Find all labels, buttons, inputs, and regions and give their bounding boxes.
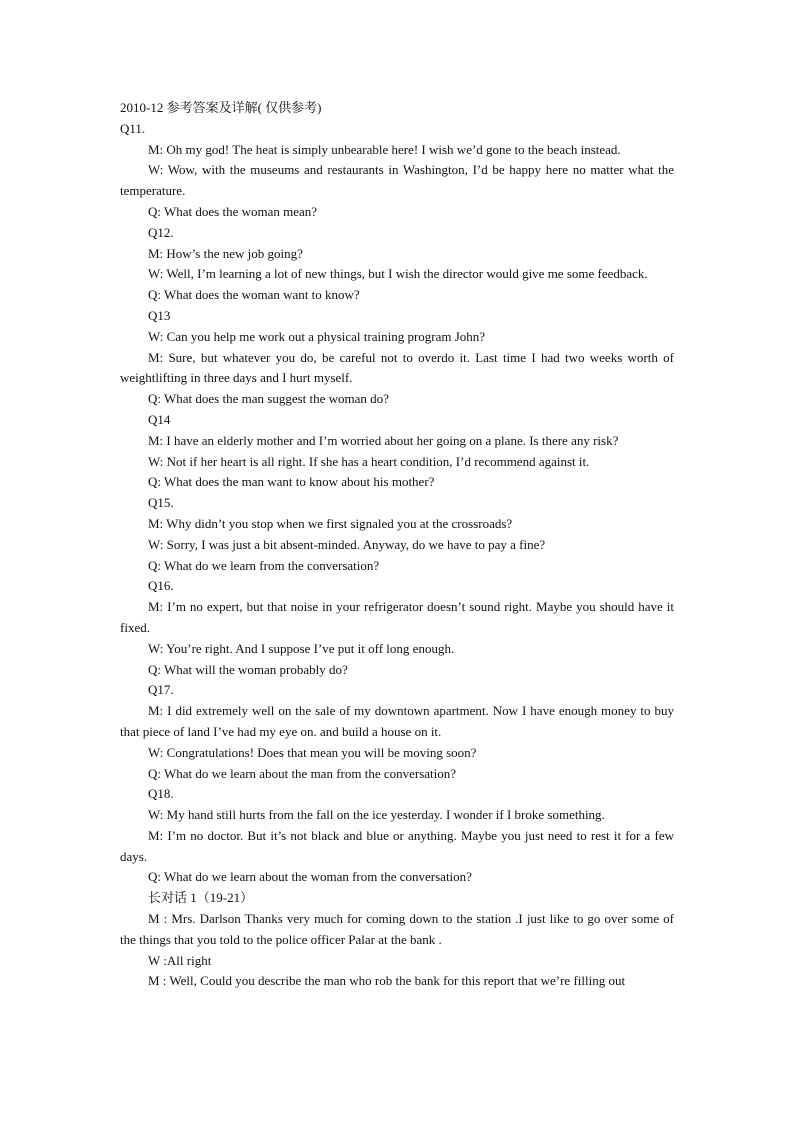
dialogue-line: Q: What does the woman mean?: [148, 203, 318, 219]
question-label: Q16.: [148, 578, 174, 594]
dialogue-line: M: I’m no expert, but that noise in your refrigerator doesn’t sound right. Maybe you should have it fixed.: [120, 599, 674, 635]
dialogue-line: M: Why didn’t you stop when we first signaled you at the crossroads?: [148, 515, 513, 531]
dialogue-line: Q: What does the man want to know about his mother?: [148, 474, 435, 490]
question-label: 长对话 1（19-21）: [148, 890, 254, 906]
dialogue-line: W: Not if her heart is all right. If she has a heart condition, I’d recommend against it.: [148, 453, 590, 469]
dialogue-line: M : Well, Could you describe the man who rob the bank for this report that we’re filling out: [148, 973, 626, 989]
dialogue-line: W: Wow, with the museums and restaurants in Washington, I’d be happy here no matter what the temperature.: [120, 162, 674, 199]
dialogue-line: W: You’re right. And I suppose I’ve put it off long enough.: [148, 640, 455, 656]
dialogue-line: M: Sure, but whatever you do, be careful not to overdo it. Last time I had two weeks worth of weightlifting in three days and I hurt myself.: [120, 349, 674, 386]
dialogue-line: M: Oh my god! The heat is simply unbearable here! I wish we’d gone to the beach instead.: [148, 141, 621, 157]
dialogue-line: M : Mrs. Darlson Thanks very much for coming down to the station .I just like to go over some of the things that you told to the police officer Palar at the bank .: [120, 911, 674, 947]
dialogue-line: M: I’m no doctor. But it’s not black and blue or anything. Maybe you just need to rest it for a few days.: [120, 827, 674, 864]
question-label: Q18.: [148, 786, 174, 802]
dialogue-line: Q: What does the man suggest the woman do?: [148, 391, 389, 407]
document-page: [120, 98, 674, 992]
dialogue-line: Q: What will the woman probably do?: [148, 661, 348, 677]
dialogue-line: M: How’s the new job going?: [148, 245, 303, 261]
question-label: Q14: [148, 411, 171, 427]
question-label: Q13: [148, 307, 171, 323]
dialogue-line: Q: What do we learn from the conversation?: [148, 557, 380, 573]
dialogue-line: M: I did extremely well on the sale of my downtown apartment. Now I have enough money to buy that piece of land I’ve had my eye on. and build a house on it.: [120, 703, 674, 739]
dialogue-line: Q: What does the woman want to know?: [148, 287, 360, 303]
dialogue-line: M: I have an elderly mother and I’m worried about her going on a plane. Is there any risk?: [148, 432, 619, 448]
document-body: [120, 119, 674, 992]
question-label: Q17.: [148, 682, 174, 698]
dialogue-line: W: Congratulations! Does that mean you will be moving soon?: [148, 744, 477, 760]
document-title: 2010-12 参考答案及详解( 仅供参考): [120, 100, 322, 115]
dialogue-line: W: Can you help me work out a physical training program John?: [148, 328, 486, 344]
dialogue-line: Q: What do we learn about the woman from the conversation?: [148, 869, 472, 885]
question-label: Q11.: [120, 120, 146, 136]
question-label: Q12.: [148, 224, 174, 240]
dialogue-line: W: Sorry, I was just a bit absent-minded. Anyway, do we have to pay a fine?: [148, 536, 546, 552]
dialogue-line: Q: What do we learn about the man from the conversation?: [148, 765, 457, 781]
question-label: Q15.: [148, 495, 174, 511]
dialogue-line: W :All right: [148, 952, 212, 968]
dialogue-line: W: My hand still hurts from the fall on the ice yesterday. I wonder if I broke something.: [148, 807, 605, 823]
dialogue-line: W: Well, I’m learning a lot of new things, but I wish the director would give me some feedback.: [148, 266, 648, 282]
